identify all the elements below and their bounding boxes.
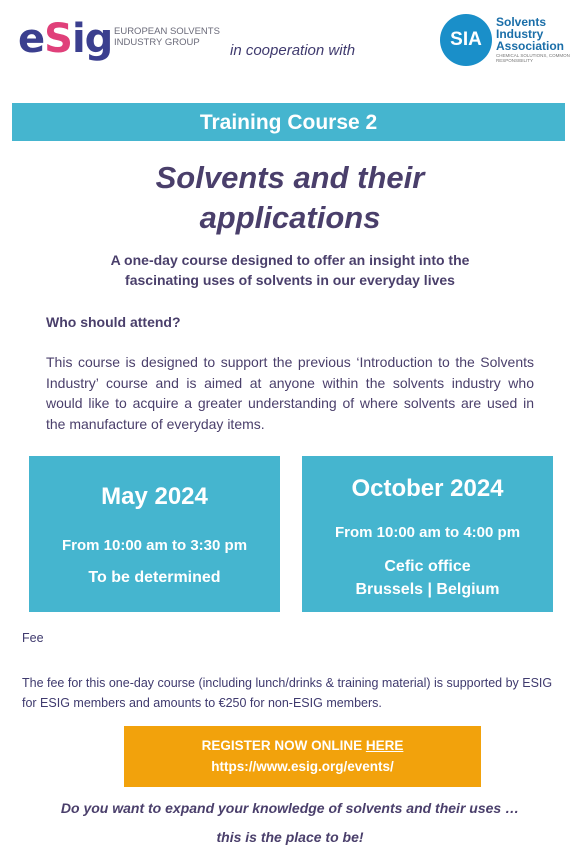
register-here-link[interactable]: HERE bbox=[365, 738, 404, 753]
course-subtitle-line1: A one-day course designed to offer an insight into the bbox=[110, 252, 470, 268]
course-subtitle-line2: fascinating uses of solvents in our everyday lives bbox=[125, 272, 455, 288]
course-title-line2: applications bbox=[199, 200, 381, 235]
esig-wordmark: eSig bbox=[18, 16, 113, 62]
course-banner: Training Course 2 bbox=[12, 103, 565, 141]
register-url[interactable]: https://www.esig.org/events/ bbox=[211, 759, 394, 774]
session-location: Brussels | Belgium bbox=[355, 581, 500, 598]
closing-line2: this is the place to be! bbox=[216, 829, 364, 845]
sia-name: Solvents Industry Association bbox=[496, 15, 565, 53]
session-time: From 10:00 am to 3:30 pm bbox=[61, 537, 248, 554]
course-subtitle bbox=[70, 250, 510, 290]
course-title-line1: Solvents and their bbox=[155, 160, 425, 195]
fee-body: The fee for this one-day course (including lunch/drinks & training material) is supported by ESIG for ESIG members and amounts to €250 for non-ESIG members. bbox=[22, 676, 553, 710]
closing-line1: Do you want to expand your knowledge of solvents and their uses … bbox=[60, 800, 520, 816]
session-box-october bbox=[302, 456, 553, 612]
esig-logo bbox=[14, 14, 224, 70]
sia-mark: SIA bbox=[440, 14, 492, 66]
session-time: From 10:00 am to 4:00 pm bbox=[334, 524, 521, 541]
session-venue: Cefic office bbox=[384, 558, 471, 575]
sia-tagline: CHEMICAL SOLUTIONS, COMMON RESPONSIBILITY bbox=[496, 53, 570, 63]
session-venue: To be determined bbox=[88, 569, 221, 586]
course-title bbox=[40, 158, 540, 238]
cooperation-text: in cooperation with bbox=[230, 42, 356, 59]
attend-body: This course is designed to support the previous ‘Introduction to the Solvents Industry’ course and is aimed at anyone within the solvents industry who would like to acquire a greater understanding of where solvents are used in the manufacture of everyday items. bbox=[46, 354, 534, 432]
esig-subtitle: EUROPEAN SOLVENTS INDUSTRY GROUP bbox=[114, 26, 220, 48]
register-label-line bbox=[124, 738, 481, 753]
session-box-may bbox=[29, 456, 280, 612]
session-month: October 2024 bbox=[351, 475, 504, 502]
session-month: May 2024 bbox=[101, 483, 208, 510]
fee-heading: Fee bbox=[22, 631, 44, 645]
attend-heading: Who should attend? bbox=[46, 314, 181, 330]
sia-logo bbox=[440, 12, 575, 72]
register-button[interactable] bbox=[124, 726, 481, 787]
register-label: REGISTER NOW ONLINE bbox=[201, 738, 363, 753]
